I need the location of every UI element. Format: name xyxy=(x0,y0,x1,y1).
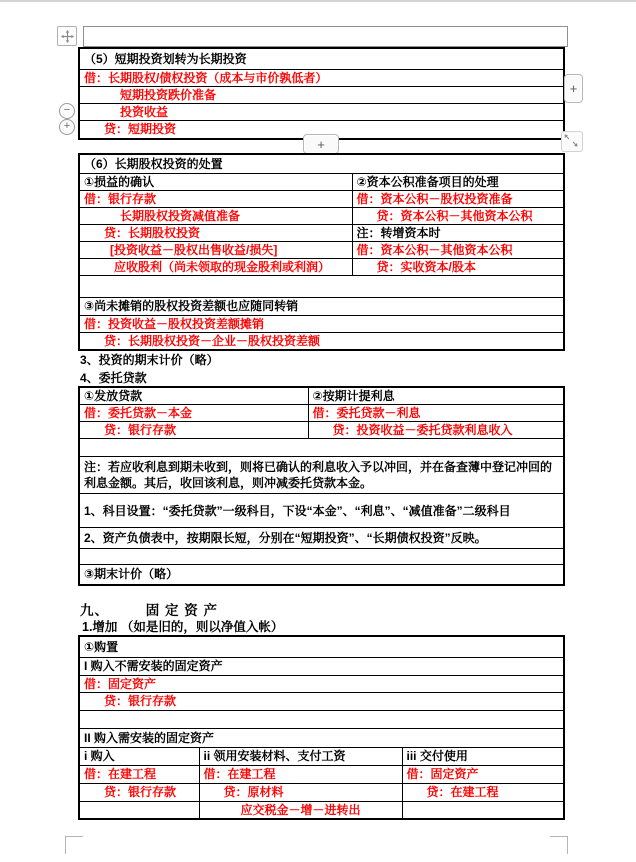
table-row xyxy=(79,675,564,692)
table-row xyxy=(79,765,564,783)
table-cell: ①损益的确认 xyxy=(79,173,352,190)
table-cell: 借：资本公积－其他资本公积 xyxy=(352,241,564,258)
table-cell-empty xyxy=(402,801,564,819)
table-cell: 应交税金－增－进转出 xyxy=(199,801,402,819)
table-row xyxy=(79,801,564,819)
table-cell-empty xyxy=(79,439,564,457)
table-row xyxy=(79,657,564,675)
table-row xyxy=(79,224,564,241)
subheading-increase: 1.增加 （如是旧的，则以净值入帐） xyxy=(82,620,284,634)
move-icon xyxy=(61,30,74,43)
table-cell: ii 领用安装材料、支付工资 xyxy=(199,747,402,765)
table-cell-empty xyxy=(79,275,564,297)
table-row xyxy=(79,190,564,207)
table-cell: 注：若应收利息到期未收到，则将已确认的利息收入予以冲回，并在备查薄中登记冲回的利息金额。其后，收回该利息，则冲减委托贷款本金。 xyxy=(79,457,564,494)
table-cell-empty xyxy=(79,710,564,728)
table-row xyxy=(79,48,564,69)
table-cell-empty xyxy=(79,549,564,565)
table-row xyxy=(79,241,564,258)
table-row xyxy=(79,692,564,710)
table-cell: 贷：实收资本/股本 xyxy=(352,258,564,275)
table-cell: （6）长期股权投资的处置 xyxy=(79,154,564,173)
table-cell: 2、资产负债表中，按期限长短，分别在“短期投资”、“长期债权投资”反映。 xyxy=(79,528,564,549)
table-cell: ①购置 xyxy=(79,636,564,657)
table-row xyxy=(79,457,564,494)
table-cell: ②按期计提利息 xyxy=(308,387,564,405)
table-row xyxy=(79,528,564,549)
table-row xyxy=(79,297,564,315)
table-row xyxy=(79,258,564,275)
table-cell: 长期股权投资减值准备 xyxy=(79,207,352,224)
table-fixed-asset-purchase xyxy=(78,635,565,820)
list-item-4: 4、委托贷款 xyxy=(80,371,147,385)
table-row xyxy=(79,565,564,585)
table-row xyxy=(79,405,564,422)
table-row xyxy=(79,86,564,103)
table-row xyxy=(79,549,564,565)
collapse-icon[interactable]: − xyxy=(59,103,75,119)
table-cell: i 购入 xyxy=(79,747,199,765)
table-cell: 贷：长期股权投资 xyxy=(79,224,352,241)
table-cell: ③期末计价（略） xyxy=(79,565,564,585)
table-cell-empty xyxy=(79,801,199,819)
table-row xyxy=(79,783,564,801)
list-item-3: 3、投资的期末计价（略） xyxy=(80,353,219,367)
table-cell: 贷：在建工程 xyxy=(402,783,564,801)
table-cell: 1、科目设置：“委托贷款”一级科目，下设“本金”、“利息”、“减值准备”二级科目 xyxy=(79,494,564,528)
add-row-button[interactable]: + xyxy=(303,134,339,154)
table-row xyxy=(79,332,564,350)
empty-text-frame[interactable] xyxy=(83,26,568,47)
table-cell: 贷：投资收益－委托贷款利息收入 xyxy=(308,422,564,439)
table-row xyxy=(79,422,564,439)
table-cell: 借：投资收益－股权投资差额摊销 xyxy=(79,315,564,332)
table-row xyxy=(79,69,564,86)
table-short-to-long-investment xyxy=(78,47,565,140)
table-cell: 借：在建工程 xyxy=(79,765,199,783)
table-cell: 借：委托贷款－利息 xyxy=(308,405,564,422)
table-cell: 注：转增资本时 xyxy=(352,224,564,241)
table-cell: 贷：长期股权投资－企业－股权投资差额 xyxy=(79,332,564,350)
table-cell: （5）短期投资划转为长期投资 xyxy=(79,48,564,69)
table-resize-handle[interactable] xyxy=(561,131,583,152)
table-cell: 投资收益 xyxy=(79,103,564,120)
table-row xyxy=(79,154,564,173)
table-row xyxy=(79,636,564,657)
table-cell: ③尚未摊销的股权投资差额也应随同转销 xyxy=(79,297,564,315)
table-entrusted-loan xyxy=(78,386,565,586)
table-row xyxy=(79,103,564,120)
add-column-button[interactable]: + xyxy=(564,74,583,103)
table-cell: 贷：银行存款 xyxy=(79,692,564,710)
table-row xyxy=(79,207,564,224)
table-row xyxy=(79,728,564,747)
expand-icon[interactable]: + xyxy=(59,119,75,135)
table-cell: 应收股利（尚未领取的现金股利或利润） xyxy=(79,258,352,275)
table-cell: 贷：原材料 xyxy=(199,783,402,801)
table-row xyxy=(79,747,564,765)
table-cell: 借：在建工程 xyxy=(199,765,402,783)
table-row xyxy=(79,710,564,728)
table-cell: II 购入需安装的固定资产 xyxy=(79,728,564,747)
table-cell: 贷：短期投资 xyxy=(79,120,564,139)
table-cell: 借：资本公积－股权投资准备 xyxy=(352,190,564,207)
table-cell: 借：固定资产 xyxy=(79,675,564,692)
table-cell: ②资本公积准备项目的处理 xyxy=(352,173,564,190)
table-row xyxy=(79,387,564,405)
table-row xyxy=(79,275,564,297)
table-row xyxy=(79,494,564,528)
table-cell: 借：长期股权/债权投资（成本与市价孰低者） xyxy=(79,69,564,86)
table-cell: ①发放贷款 xyxy=(79,387,308,405)
table-row xyxy=(79,173,564,190)
window-top-divider xyxy=(0,0,636,2)
table-cell: 贷：资本公积－其他资本公积 xyxy=(352,207,564,224)
table-cell: [投资收益－股权出售收益/损失] xyxy=(79,241,352,258)
table-cell: 短期投资跌价准备 xyxy=(79,86,564,103)
table-cell: I 购入不需安装的固定资产 xyxy=(79,657,564,675)
table-cell: iii 交付使用 xyxy=(402,747,564,765)
text-boundary-mark-left xyxy=(65,836,83,854)
section-heading-fixed-assets: 九、 固 定 资 产 xyxy=(80,603,219,618)
table-row xyxy=(79,315,564,332)
resize-diagonal-icon xyxy=(562,132,580,149)
table-move-handle[interactable] xyxy=(57,26,77,46)
table-cell: 借：银行存款 xyxy=(79,190,352,207)
table-cell: 贷：银行存款 xyxy=(79,422,308,439)
table-long-equity-disposal xyxy=(78,153,565,351)
table-cell: 借：委托贷款－本金 xyxy=(79,405,308,422)
text-boundary-mark-right xyxy=(550,836,568,854)
table-cell: 贷：银行存款 xyxy=(79,783,199,801)
table-row xyxy=(79,439,564,457)
table-cell: 借：固定资产 xyxy=(402,765,564,783)
